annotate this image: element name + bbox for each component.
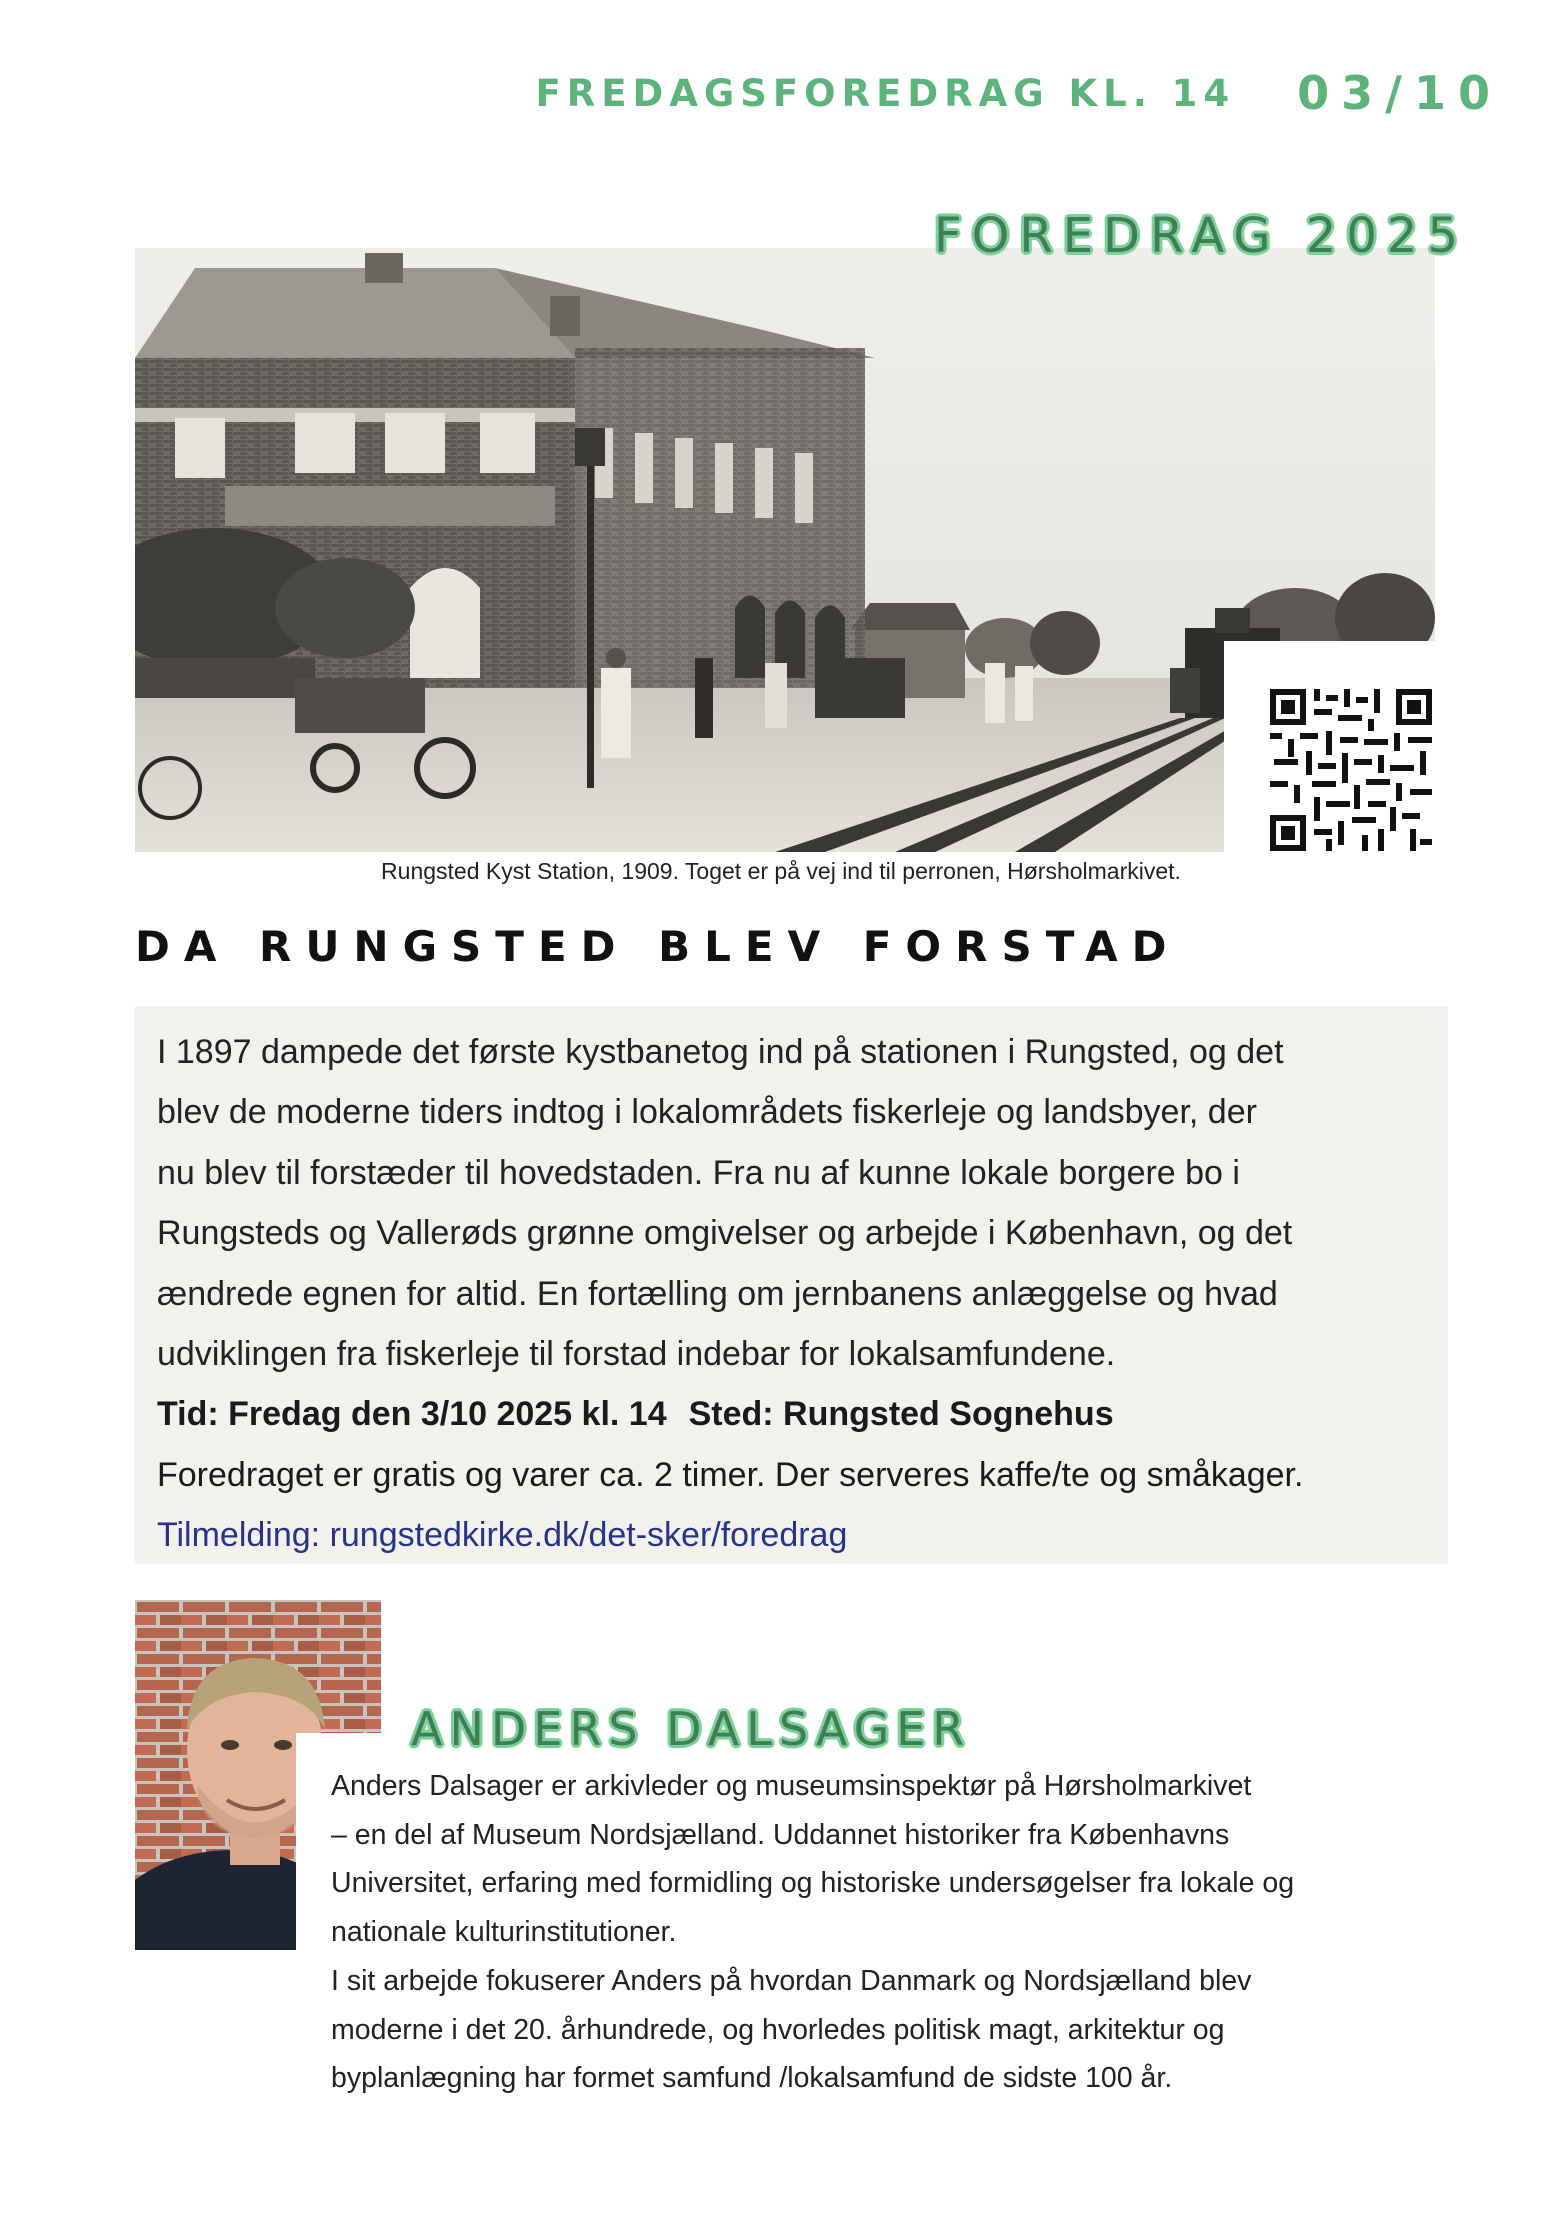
- header: [536, 68, 1503, 118]
- description-line: ændrede egnen for altid. En fortælling om jernbanens anlæggelse og hvad: [157, 1274, 1278, 1313]
- event-time: Tid: Fredag den 3/10 2025 kl. 14: [157, 1395, 667, 1434]
- bio-line: Anders Dalsager er arkivleder og museumsinspektør på Hørsholmarkivet: [331, 1770, 1252, 1802]
- bio-line: Universitet, erfaring med formidling og historiske undersøgelser fra lokale og: [331, 1867, 1295, 1900]
- description-line: nu blev til forstæder til hovedstaden. Fra nu af kunne lokale borgere bo i: [157, 1153, 1240, 1192]
- bio-line: moderne i det 20. århundrede, og hvorledes politisk magt, arkitektur og: [331, 2013, 1225, 2046]
- bio-line: I sit arbejde fokuserer Anders på hvordan Danmark og Nordsjælland blev: [331, 1964, 1252, 1997]
- event-date: 03/10: [1297, 66, 1502, 120]
- year-badge: FOREDRAG 2025: [933, 208, 1468, 264]
- photo-caption: Rungsted Kyst Station, 1909. Toget er på vej ind til perronen, Hørsholmarkivet.: [381, 858, 1181, 884]
- speaker-bio: [331, 1762, 1431, 2103]
- qr-code[interactable]: [1270, 689, 1432, 851]
- lecture-title: DA RUNGSTED BLEV FORSTAD: [135, 922, 1181, 971]
- info-box: [135, 1006, 1448, 1564]
- description-line: Rungsteds og Vallerøds grønne omgivelser og arbejde i København, og det: [157, 1214, 1293, 1253]
- speaker-name: ANDERS DALSAGER: [411, 1702, 972, 1756]
- description-line: blev de moderne tiders indtog i lokalområdets fiskerleje og landsbyer, der: [157, 1093, 1257, 1132]
- description-line: I 1897 dampede det første kystbanetog ind på stationen i Rungsted, og det: [157, 1033, 1284, 1071]
- time-place: [157, 1384, 1437, 1444]
- bio-line: nationale kulturinstitutioner.: [331, 1916, 677, 1949]
- description-line: udviklingen fra fiskerleje til forstad indebar for lokalsamfundene.: [157, 1335, 1116, 1374]
- price-note: Foredraget er gratis og varer ca. 2 timer. Der serveres kaffe/te og småkager.: [157, 1455, 1304, 1494]
- bio-line: byplanlægning har formet samfund /lokalsamfund de sidste 100 år.: [331, 2062, 1173, 2095]
- bio-line: – en del af Museum Nordsjælland. Uddannet historiker fra Københavns: [331, 1818, 1230, 1851]
- series-label: FREDAGSFOREDRAG KL. 14: [535, 71, 1236, 115]
- description: [157, 1022, 1437, 1384]
- event-place: Sted: Rungsted Sognehus: [688, 1395, 1114, 1434]
- signup-link[interactable]: Tilmelding: rungstedkirke.dk/det-sker/foredrag: [157, 1516, 848, 1555]
